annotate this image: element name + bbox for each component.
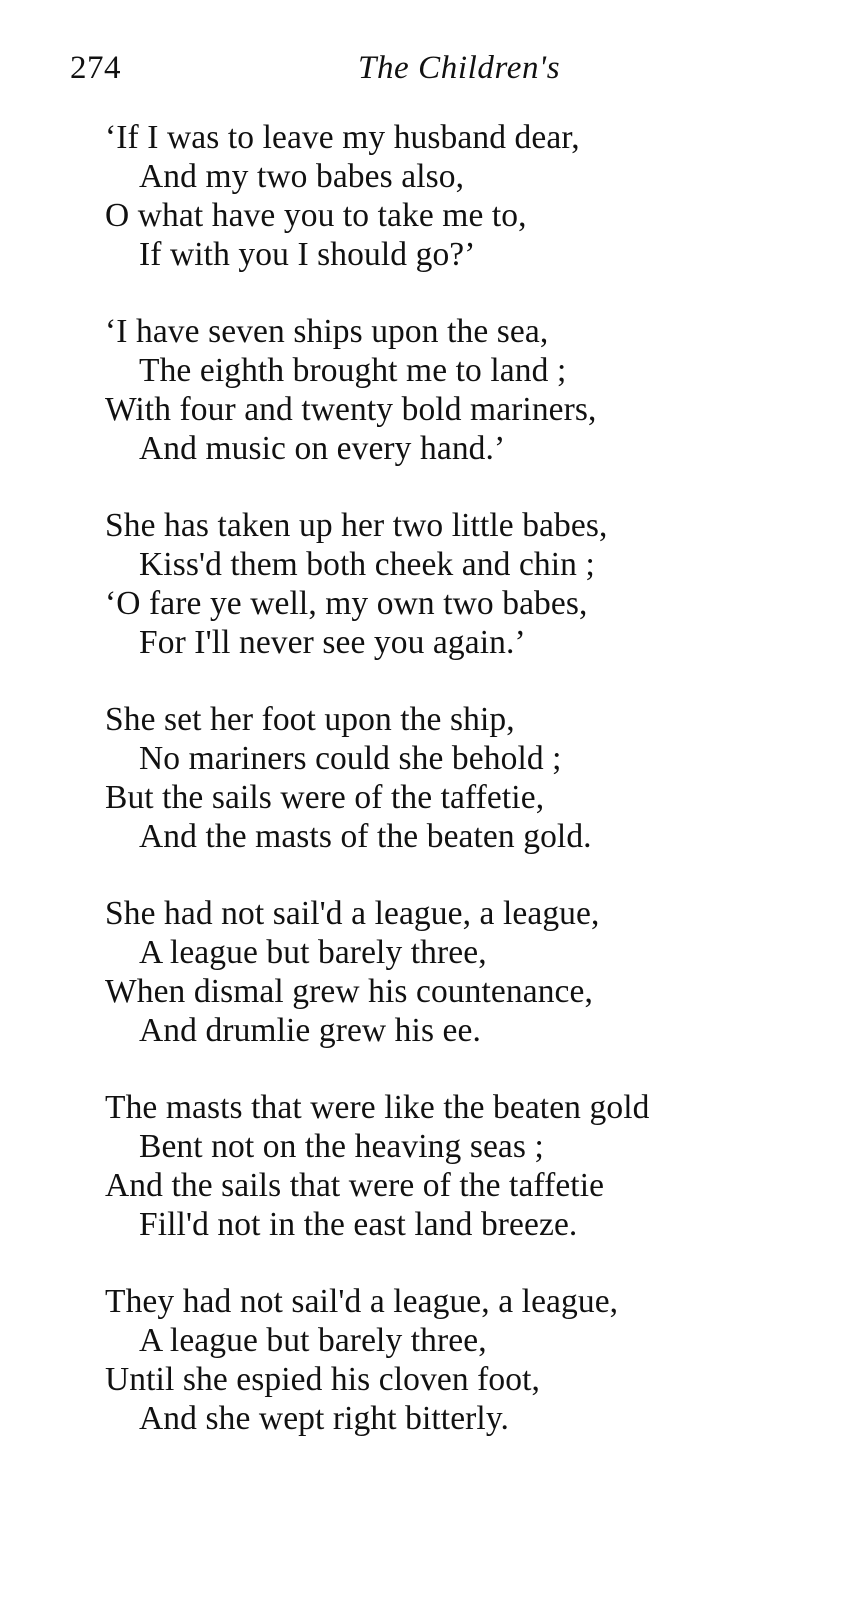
poem-line: The eighth brought me to land ;	[139, 352, 567, 389]
running-head	[0, 50, 863, 94]
stanza-7	[105, 1282, 845, 1438]
stanza-1	[105, 118, 845, 274]
poem-line: ‘I have seven ships upon the sea,	[105, 313, 549, 350]
poem-line: She has taken up her two little babes,	[105, 507, 608, 544]
poem-line: She had not sail'd a league, a league,	[105, 895, 600, 932]
poem-line: When dismal grew his countenance,	[105, 973, 593, 1010]
poem-line: ‘O fare ye well, my own two babes,	[105, 585, 588, 622]
stanza-3	[105, 506, 845, 662]
poem-line: No mariners could she behold ;	[139, 740, 562, 777]
poem-line: And my two babes also,	[139, 158, 465, 195]
poem-line: A league but barely three,	[139, 1322, 487, 1359]
poem-line: If with you I should go?’	[139, 236, 476, 273]
poem-line: With four and twenty bold mariners,	[105, 391, 597, 428]
stanza-2	[105, 312, 845, 468]
poem	[105, 118, 845, 1476]
poem-line: ‘If I was to leave my husband dear,	[105, 119, 580, 156]
poem-line: The masts that were like the beaten gold	[105, 1089, 650, 1126]
stanza-6	[105, 1088, 845, 1244]
stanza-5	[105, 894, 845, 1050]
poem-line: For I'll never see you again.’	[139, 624, 526, 661]
poem-line: A league but barely three,	[139, 934, 487, 971]
poem-line: And music on every hand.’	[139, 430, 506, 467]
poem-line: Fill'd not in the east land breeze.	[139, 1206, 578, 1243]
poem-line: Until she espied his cloven foot,	[105, 1361, 541, 1398]
poem-line: And drumlie grew his ee.	[139, 1012, 481, 1049]
poem-line: Bent not on the heaving seas ;	[139, 1128, 544, 1165]
poem-line: But the sails were of the taffetie,	[105, 779, 545, 816]
poem-line: She set her foot upon the ship,	[105, 701, 515, 738]
stanza-4	[105, 700, 845, 856]
running-title: The Children's	[358, 50, 561, 86]
page-number: 274	[70, 50, 121, 86]
poem-line: They had not sail'd a league, a league,	[105, 1283, 619, 1320]
poem-line: And the sails that were of the taffetie	[105, 1167, 605, 1204]
poem-line: And the masts of the beaten gold.	[139, 818, 592, 855]
poem-line: O what have you to take me to,	[105, 197, 527, 234]
poem-line: Kiss'd them both cheek and chin ;	[139, 546, 595, 583]
poem-line: And she wept right bitterly.	[139, 1400, 509, 1437]
